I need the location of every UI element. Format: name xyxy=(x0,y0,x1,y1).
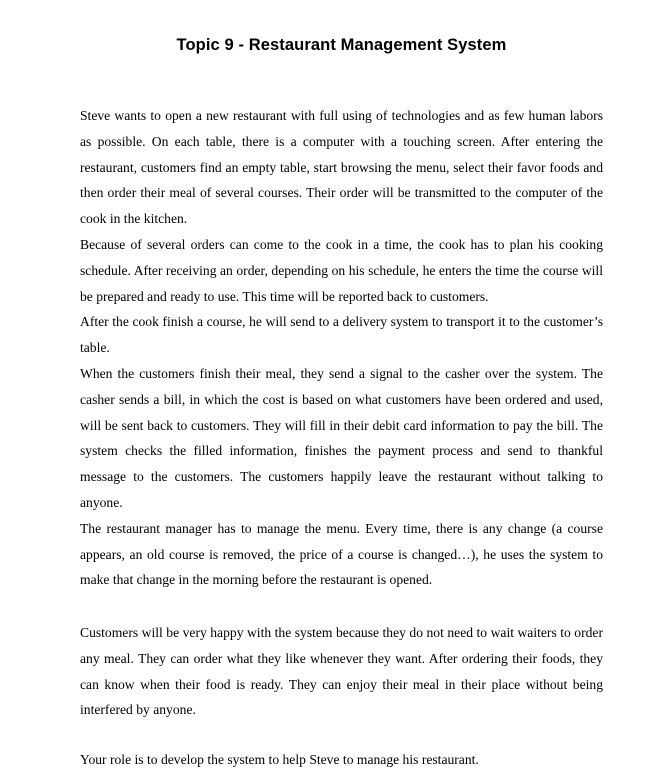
paragraph-menu-management: The restaurant manager has to manage the menu. Every time, there is any change (a course appears, an old course is removed, the price of a course is changed…), he uses the system to make that change in the morning before the restaurant is opened. xyxy=(80,520,603,588)
role-text-block xyxy=(80,747,603,773)
paragraph-cook-schedule: Because of several orders can come to the cook in a time, the cook has to plan his cooking schedule. After receiving an order, depending on his schedule, he enters the time the course will be prepared and ready to use. This time will be reported back to customers. xyxy=(80,236,603,304)
paragraph-benefits: Customers will be very happy with the system because they do not need to wait waiters to order any meal. They can order what they like whenever they want. After ordering their foods, they can know when their food is ready. They can enjoy their meal in their place without being interfered by anyone. xyxy=(80,625,603,718)
main-text-block xyxy=(80,103,603,593)
paragraph-delivery: After the cook finish a course, he will send to a delivery system to transport it to the customer’s table. xyxy=(80,314,603,356)
document-title: Topic 9 - Restaurant Management System xyxy=(176,36,507,54)
paragraph-payment: When the customers finish their meal, they send a signal to the casher over the system. The casher sends a bill, in which the cost is based on what customers have been ordered and used, will be sent back to customers. They will fill in their debit card information to pay the bill. The system checks the filled information, finishes the payment process and send to thankful message to the customers. The customers happily leave the restaurant without talking to anyone. xyxy=(80,365,603,510)
paragraph-role: Your role is to develop the system to help Steve to manage his restaurant. xyxy=(80,752,479,767)
paragraph-intro: Steve wants to open a new restaurant with full using of technologies and as few human labors as possible. On each table, there is a computer with a touching screen. After entering the restaurant, customers find an empty table, start browsing the menu, select their favor foods and then order their meal of several courses. Their order will be transmitted to the computer of the cook in the kitchen. xyxy=(80,108,603,227)
benefits-text-block xyxy=(80,620,603,723)
